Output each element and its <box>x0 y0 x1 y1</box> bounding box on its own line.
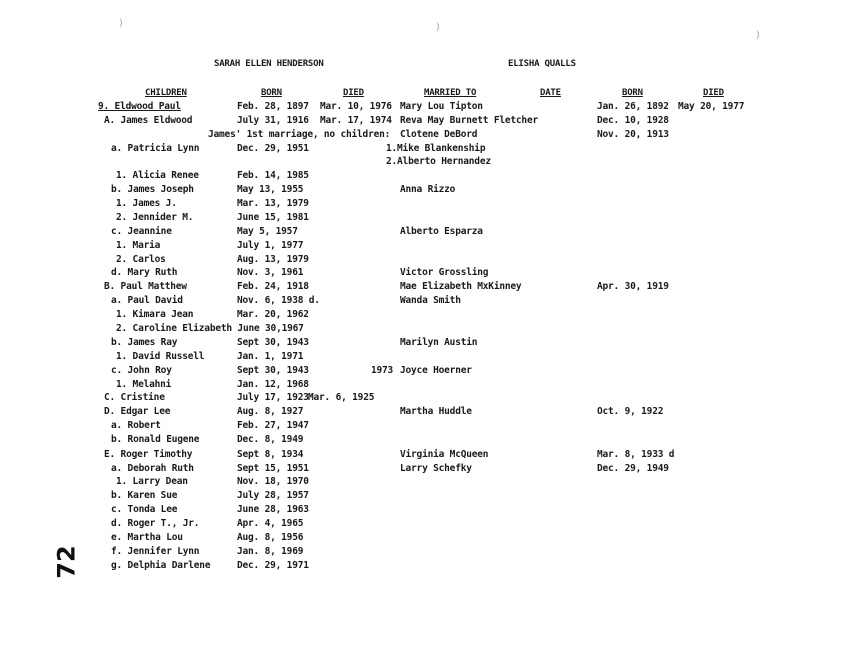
spouse-died-date: May 20, 1977 <box>678 101 745 112</box>
child-name: e. Martha Lou <box>111 532 183 543</box>
born-date: Apr. 4, 1965 <box>237 518 304 529</box>
born-date: Jan. 8, 1969 <box>237 546 304 557</box>
child-name: c. Tonda Lee <box>111 504 178 515</box>
child-name: b. Ronald Eugene <box>111 434 200 445</box>
born-date: July 31, 1916 <box>237 115 309 126</box>
child-name: 2. Carlos <box>116 254 166 265</box>
child-name: g. Delphia Darlene <box>111 560 211 571</box>
spouse-name: 1.Mike Blankenship <box>386 143 486 154</box>
born-date: June 28, 1963 <box>237 504 309 515</box>
spouse-name: Virginia McQueen <box>400 449 489 460</box>
child-name: 1. Maria <box>116 240 161 251</box>
spouse-name: Marilyn Austin <box>400 337 478 348</box>
born-date: July 17, 1923 <box>237 392 309 403</box>
child-name: c. John Roy <box>111 365 172 376</box>
died-date: Mar. 6, 1925 <box>308 392 375 403</box>
spouse-name: Wanda Smith <box>400 295 461 306</box>
scan-mark: ) <box>755 30 762 41</box>
child-name: a. Patricia Lynn <box>111 143 200 154</box>
child-name: 2. Caroline Elizabeth June 30,1967 <box>116 323 304 334</box>
born-date: Jan. 1, 1971 <box>237 351 304 362</box>
spouse-name: Mary Lou Tipton <box>400 101 483 112</box>
born-date: Feb. 24, 1918 <box>237 281 309 292</box>
born-date: Feb. 14, 1985 <box>237 170 309 181</box>
col-born: BORN <box>261 88 282 98</box>
child-name: f. Jennifer Lynn <box>111 546 200 557</box>
child-name: 1. Larry Dean <box>116 476 188 487</box>
born-date: July 28, 1957 <box>237 490 309 501</box>
child-name: b. Karen Sue <box>111 490 178 501</box>
spouse-name: Anna Rizzo <box>400 184 456 195</box>
mother-name: SARAH ELLEN HENDERSON <box>214 59 324 69</box>
born-date: Nov. 6, 1938 d. <box>237 295 320 306</box>
died-date: Mar. 10, 1976 <box>320 101 392 112</box>
marriage-date: 1973 <box>371 365 394 376</box>
child-name: 1. James J. <box>116 198 177 209</box>
spouse-name: Larry Schefky <box>400 463 472 474</box>
spouse-name: 2.Alberto Hernandez <box>386 156 491 167</box>
spouse-name: Alberto Esparza <box>400 226 483 237</box>
spouse-born-date: Apr. 30, 1919 <box>597 281 669 292</box>
born-date: Mar. 13, 1979 <box>237 198 309 209</box>
child-name: 1. David Russell <box>116 351 205 362</box>
spouse-born-date: Dec. 29, 1949 <box>597 463 669 474</box>
died-date: Mar. 17, 1974 <box>320 115 392 126</box>
born-date: Feb. 27, 1947 <box>237 420 309 431</box>
scan-mark: ) <box>118 18 125 29</box>
spouse-name: Victor Grossling <box>400 267 489 278</box>
spouse-name: Joyce Hoerner <box>400 365 472 376</box>
child-name: a. Paul David <box>111 295 183 306</box>
spouse-name: Mae Elizabeth MxKinney <box>400 281 522 292</box>
born-date: May 13, 1955 <box>237 184 304 195</box>
spouse-born-date: Jan. 26, 1892 <box>597 101 669 112</box>
child-name: B. Paul Matthew <box>104 281 187 292</box>
child-name: a. Deborah Ruth <box>111 463 194 474</box>
born-date: Aug. 8, 1927 <box>237 406 304 417</box>
born-date: July 1, 1977 <box>237 240 304 251</box>
col-date: DATE <box>540 88 561 98</box>
col-children: CHILDREN <box>145 88 187 98</box>
born-date: Jan. 12, 1968 <box>237 379 309 390</box>
child-name: C. Cristine <box>104 392 165 403</box>
born-date: Dec. 8, 1949 <box>237 434 304 445</box>
spouse-born-date: Mar. 8, 1933 d <box>597 449 675 460</box>
spouse-name: Clotene DeBord <box>400 129 478 140</box>
born-date: Mar. 20, 1962 <box>237 309 309 320</box>
born-date: Sept 30, 1943 <box>237 365 309 376</box>
child-name: d. Mary Ruth <box>111 267 178 278</box>
child-name: 1. Kimara Jean <box>116 309 194 320</box>
col-married-to: MARRIED TO <box>424 88 477 98</box>
born-date: Nov. 18, 1970 <box>237 476 309 487</box>
born-date: Aug. 8, 1956 <box>237 532 304 543</box>
born-date: Dec. 29, 1951 <box>237 143 309 154</box>
child-name: b. James Joseph <box>111 184 194 195</box>
born-date: Nov. 3, 1961 <box>237 267 304 278</box>
born-date: Sept 30, 1943 <box>237 337 309 348</box>
born-date: Sept 8, 1934 <box>237 449 304 460</box>
marriage-note: James' 1st marriage, no children: <box>208 129 391 140</box>
born-date: Aug. 13, 1979 <box>237 254 309 265</box>
col-spouse-born: BORN <box>622 88 643 98</box>
child-name: 1. Alicia Renee <box>116 170 199 181</box>
spouse-name: Reva May Burnett Fletcher <box>400 115 538 126</box>
child-name: 9. Eldwood Paul <box>98 101 181 112</box>
spouse-born-date: Nov. 20, 1913 <box>597 129 669 140</box>
born-date: Feb. 28, 1897 <box>237 101 309 112</box>
child-name: a. Robert <box>111 420 161 431</box>
born-date: June 15, 1981 <box>237 212 309 223</box>
page-number: 72 <box>52 545 81 579</box>
child-name: b. James Ray <box>111 337 178 348</box>
col-spouse-died: DIED <box>703 88 724 98</box>
spouse-born-date: Oct. 9, 1922 <box>597 406 664 417</box>
child-name: c. Jeannine <box>111 226 172 237</box>
child-name: 2. Jennider M. <box>116 212 194 223</box>
spouse-name: Martha Huddle <box>400 406 472 417</box>
col-died: DIED <box>343 88 364 98</box>
born-date: Sept 15, 1951 <box>237 463 309 474</box>
child-name: d. Roger T., Jr. <box>111 518 200 529</box>
child-name: A. James Eldwood <box>104 115 193 126</box>
father-name: ELISHA QUALLS <box>508 59 576 69</box>
child-name: E. Roger Timothy <box>104 449 193 460</box>
child-name: D. Edgar Lee <box>104 406 171 417</box>
child-name: 1. Melahni <box>116 379 172 390</box>
born-date: May 5, 1957 <box>237 226 298 237</box>
born-date: Dec. 29, 1971 <box>237 560 309 571</box>
spouse-born-date: Dec. 10, 1928 <box>597 115 669 126</box>
scan-mark: ) <box>435 22 442 33</box>
